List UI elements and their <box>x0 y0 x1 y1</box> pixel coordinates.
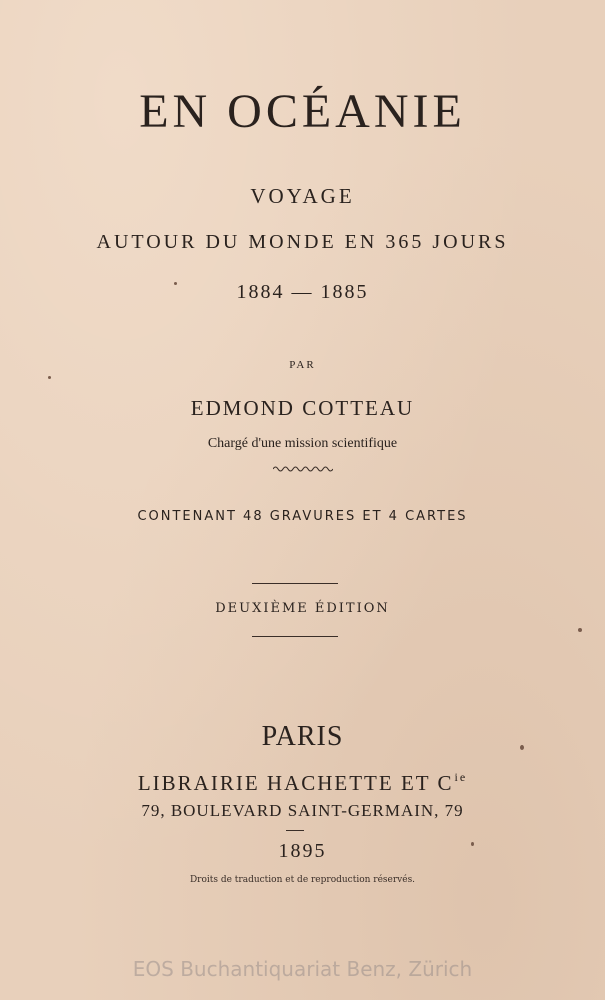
watermark: EOS Buchantiquariat Benz, Zürich <box>132 957 473 981</box>
publisher-name-superscript: ie <box>454 770 468 784</box>
paper-speck <box>578 628 582 632</box>
paper-speck <box>48 376 51 379</box>
edition-rule-bottom <box>252 636 338 637</box>
year-dash <box>286 830 304 831</box>
subtitle-line-1: VOYAGE <box>250 184 355 208</box>
book-title: EN OCÉANIE <box>139 85 466 138</box>
subtitle-line-2: AUTOUR DU MONDE EN 365 JOURS <box>96 231 509 253</box>
paper-speck <box>471 842 474 846</box>
by-label: PAR <box>289 359 316 371</box>
publisher-address: 79, BOULEVARD SAINT-GERMAIN, 79 <box>141 801 464 820</box>
publisher-name <box>0 770 605 796</box>
publisher-city: PARIS <box>261 721 344 752</box>
paper-speck <box>174 282 177 285</box>
rights-notice: Droits de traduction et de reproduction réservés. <box>189 875 416 885</box>
paper-speck <box>520 745 524 750</box>
years: 1884 — 1885 <box>236 281 369 303</box>
ornament-divider <box>0 464 605 474</box>
edition-rule-top <box>252 583 338 584</box>
contents-note: CONTENANT 48 GRAVURES ET 4 CARTES <box>137 509 468 524</box>
author-name: EDMOND COTTEAU <box>190 396 415 420</box>
author-role: Chargé d'une mission scientifique <box>207 436 398 451</box>
edition-label: DEUXIÈME ÉDITION <box>215 601 390 616</box>
publication-year: 1895 <box>278 840 327 862</box>
publisher-name-text: LIBRAIRIE HACHETTE ET C <box>137 771 454 795</box>
